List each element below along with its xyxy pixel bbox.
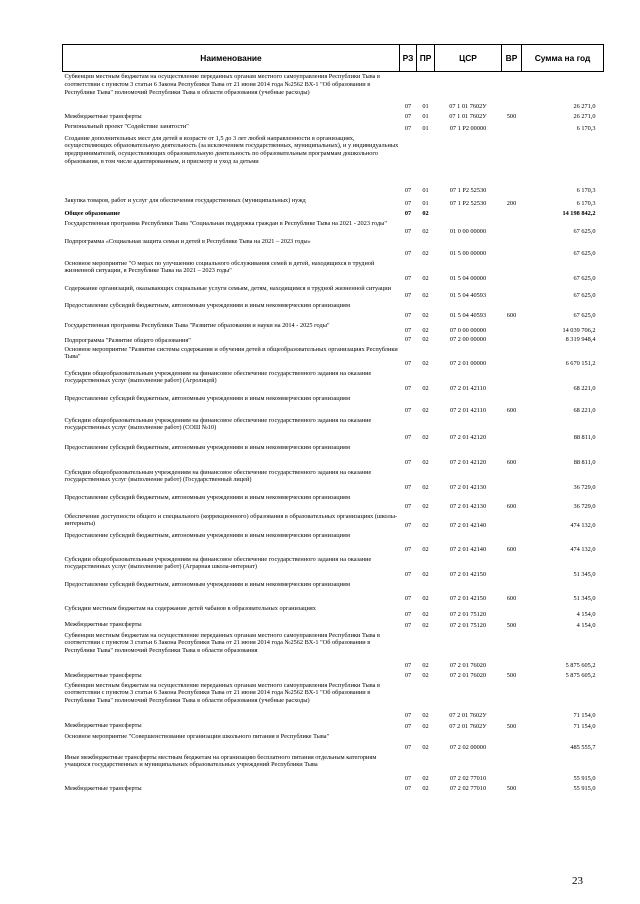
row-pr: 02 <box>422 249 429 257</box>
table-row <box>63 681 604 721</box>
row-name: Закупка товаров, работ и услуг для обеспечения государственных (муниципальных) нужд <box>64 196 306 204</box>
row-name: Общее образование <box>64 209 121 217</box>
table-row <box>63 732 604 753</box>
row-sum: 88 811,0 <box>573 433 596 441</box>
row-sum: 26 271,0 <box>573 112 596 120</box>
table-row <box>63 443 604 468</box>
header-name: Наименование <box>63 45 400 72</box>
table-row <box>63 604 604 620</box>
row-sum: 26 271,0 <box>573 102 596 110</box>
row-rz: 07 <box>404 209 412 217</box>
row-sum: 36 729,0 <box>573 483 596 491</box>
table-row <box>63 784 604 794</box>
row-vr: 600 <box>506 406 517 414</box>
table-row <box>63 122 604 134</box>
table-row <box>63 753 604 784</box>
row-name: Создание дополнительных мест для детей в возрасте от 1,5 до 3 лет любой направленности в организациях, осуществляющих образовательную деятельность (за исключением государственных, муниципальных), и у индивидуальных предпринимателей, осуществляющих образовательную деятельность по образовательным программам дошкольного образования, в том числе адаптированным, и присмотр и уход за детьми <box>64 134 399 166</box>
row-rz: 07 <box>404 274 412 282</box>
row-pr: 01 <box>422 112 429 120</box>
row-vr <box>502 219 522 237</box>
row-vr: 500 <box>506 112 517 120</box>
table-row <box>63 112 604 122</box>
page-number: 23 <box>572 875 583 887</box>
row-csr: 07 1 01 7602У <box>449 112 487 120</box>
row-vr <box>502 555 522 580</box>
row-rz: 07 <box>404 384 412 392</box>
row-rz: 07 <box>404 545 412 553</box>
row-vr <box>502 369 522 394</box>
row-vr <box>502 604 522 620</box>
row-pr: 02 <box>422 227 429 235</box>
row-vr <box>502 122 522 134</box>
row-name: Субсидии общеобразовательным учреждениям на финансовое обеспечение государственного задания на оказание государственных услуг (выполнение работ) (СОШ №10) <box>64 416 372 432</box>
row-csr: 01 5 04 40593 <box>449 291 487 299</box>
row-csr: 07 2 01 42140 <box>449 521 487 529</box>
row-csr: 07 2 01 42130 <box>449 483 487 491</box>
row-sum: 67 625,0 <box>573 249 596 257</box>
table-row <box>63 394 604 416</box>
row-rz: 07 <box>404 521 412 529</box>
table-row <box>63 721 604 732</box>
header-sum: Сумма на год <box>522 45 604 72</box>
row-csr: 01 5 00 00000 <box>449 249 487 257</box>
row-name: Предоставление субсидий бюджетным, автономным учреждениям и иным некоммерческим организациям <box>64 394 350 402</box>
row-pr: 02 <box>422 743 429 751</box>
row-csr: 07 2 01 42130 <box>449 502 487 510</box>
row-pr: 02 <box>422 209 429 217</box>
row-rz: 07 <box>404 671 412 679</box>
row-name: Подпрограмма "Развитие общего образования" <box>64 336 191 344</box>
row-csr: 07 2 01 75120 <box>449 610 487 618</box>
row-rz: 07 <box>404 359 412 367</box>
row-rz: 07 <box>404 784 412 792</box>
row-csr: 07 2 01 7602У <box>449 722 487 730</box>
row-name: Субсидии местным бюджетам на содержание детей чабанов в образовательных организациях <box>64 604 316 612</box>
row-sum: 67 625,0 <box>573 311 596 319</box>
row-vr <box>502 284 522 301</box>
row-rz: 07 <box>404 621 412 629</box>
table-row <box>63 134 604 196</box>
table-row <box>63 555 604 580</box>
row-rz: 07 <box>404 291 412 299</box>
row-name: Предоставление субсидий бюджетным, автономным учреждениям и иным некоммерческим организациям <box>64 301 350 309</box>
row-sum: 4 154,0 <box>576 610 596 618</box>
row-pr: 02 <box>422 521 429 529</box>
row-name: Региональный проект "Содействие занятости" <box>64 122 189 130</box>
row-csr: 07 2 01 00000 <box>449 359 487 367</box>
row-sum: 36 729,0 <box>573 502 596 510</box>
row-rz: 07 <box>404 610 412 618</box>
row-csr: 07 2 01 76020 <box>449 671 487 679</box>
row-name: Межбюджетные трансферты <box>64 671 142 679</box>
row-pr: 02 <box>422 570 429 578</box>
row-csr: 07 2 01 42150 <box>449 570 487 578</box>
row-sum: 6 170,3 <box>576 186 596 194</box>
table-row <box>63 580 604 604</box>
row-sum: 6 170,3 <box>576 199 596 207</box>
row-name: Субвенции местным бюджетам на осуществление переданных органам местного самоуправления Республики Тыва в соответствии с пунктом 3 статьи 6 Закона Республики Тыва от 21 июня 2014 года №2562 ВХ-1 "Об образовании в Республике Тыва" полномочий Республики Тыва в области образования <box>64 631 380 655</box>
row-rz: 07 <box>404 249 412 257</box>
row-csr: 07 1 01 7602У <box>449 102 487 110</box>
row-name: Подпрограмма «Социальная защита семьи и детей в Республике Тыва на 2021 – 2023 годы» <box>64 237 311 245</box>
row-csr: 07 2 01 7602У <box>449 711 487 719</box>
row-pr: 02 <box>422 483 429 491</box>
row-pr: 02 <box>422 545 429 553</box>
row-csr: 01 5 04 40593 <box>449 311 487 319</box>
header-csr: ЦСР <box>435 45 502 72</box>
row-name: Основное мероприятие "О мерах по улучшению социального обслуживания семей и детей, находящихся в трудной жизненной ситуации, в Республике Тыва на 2021 – 2023 годы" <box>64 259 375 275</box>
table-row <box>63 219 604 237</box>
row-sum: 68 221,0 <box>573 406 596 414</box>
row-vr <box>502 416 522 443</box>
row-csr: 01 5 04 00000 <box>449 274 487 282</box>
row-pr: 02 <box>422 671 429 679</box>
row-sum: 474 132,0 <box>570 545 596 553</box>
table-row <box>63 620 604 631</box>
table-body <box>63 72 604 794</box>
row-sum: 88 811,0 <box>573 458 596 466</box>
row-name: Предоставление субсидий бюджетным, автономным учреждениям и иным некоммерческим организациям <box>64 443 350 451</box>
row-sum: 55 915,0 <box>573 774 596 782</box>
row-csr: 07 2 01 42150 <box>449 594 487 602</box>
row-sum: 68 221,0 <box>573 384 596 392</box>
row-csr: 07 2 01 42120 <box>449 433 487 441</box>
row-sum: 51 345,0 <box>573 594 596 602</box>
table-header-row <box>63 45 604 72</box>
row-rz: 07 <box>404 433 412 441</box>
row-sum: 474 132,0 <box>570 521 596 529</box>
row-csr <box>435 209 502 219</box>
row-sum: 55 915,0 <box>573 784 596 792</box>
row-rz: 07 <box>404 483 412 491</box>
row-rz: 07 <box>404 326 412 334</box>
row-rz: 07 <box>404 124 412 132</box>
row-pr: 02 <box>422 458 429 466</box>
row-vr <box>502 631 522 671</box>
row-name: Субсидии общеобразовательным учреждениям на финансовое обеспечение государственного задания на оказание государственных услуг (выполнение работ) (Государственный лицей) <box>64 468 372 484</box>
row-rz: 07 <box>404 102 412 110</box>
budget-table <box>62 44 604 794</box>
row-sum: 67 625,0 <box>573 227 596 235</box>
row-name: Предоставление субсидий бюджетным, автономным учреждениям и иным некоммерческим организациям <box>64 531 350 539</box>
row-pr: 02 <box>422 784 429 792</box>
row-sum: 67 625,0 <box>573 291 596 299</box>
row-vr: 600 <box>506 545 517 553</box>
row-vr <box>502 732 522 753</box>
header-pr: ПР <box>417 45 435 72</box>
row-vr: 200 <box>506 199 517 207</box>
row-name: Иные межбюджетные трансферты местным бюджетам на организацию бесплатного питания отдельным категориям учащихся государственных и муниципальных образовательных учреждений Республики Тыва <box>64 753 377 769</box>
row-pr: 02 <box>422 722 429 730</box>
row-pr: 01 <box>422 199 429 207</box>
row-rz: 07 <box>404 722 412 730</box>
row-name: Государственная программа Республики Тыва "Социальная поддержка граждан в Республике Тыва на 2021 - 2023 годы" <box>64 219 387 227</box>
row-vr: 500 <box>506 784 517 792</box>
row-vr: 600 <box>506 594 517 602</box>
table-row <box>63 209 604 219</box>
row-rz: 07 <box>404 406 412 414</box>
table-row <box>63 321 604 336</box>
table-row <box>63 259 604 284</box>
row-pr: 02 <box>422 610 429 618</box>
row-name: Основное мероприятие "Развитие системы содержания и обучения детей в общеобразовательных организациях Республики Тыва" <box>64 345 398 361</box>
row-csr: 07 2 01 42120 <box>449 458 487 466</box>
row-csr: 07 2 01 42140 <box>449 545 487 553</box>
row-sum: 4 154,0 <box>576 621 596 629</box>
row-pr: 01 <box>422 124 429 132</box>
row-pr: 01 <box>422 102 429 110</box>
row-csr: 01 0 00 00000 <box>449 227 487 235</box>
row-pr: 02 <box>422 711 429 719</box>
table-row <box>63 345 604 369</box>
row-csr: 07 2 02 77010 <box>449 784 487 792</box>
row-pr: 02 <box>422 311 429 319</box>
row-csr: 07 2 02 00000 <box>449 743 487 751</box>
row-rz: 07 <box>404 199 412 207</box>
row-rz: 07 <box>404 661 412 669</box>
row-sum: 14 039 706,2 <box>562 326 596 334</box>
row-rz: 07 <box>404 186 412 194</box>
row-vr <box>502 753 522 784</box>
row-csr: 07 2 01 75120 <box>449 621 487 629</box>
row-name: Межбюджетные трансферты <box>64 112 142 120</box>
row-sum: 67 625,0 <box>573 274 596 282</box>
row-vr <box>502 345 522 369</box>
table-row <box>63 493 604 512</box>
row-vr <box>502 512 522 531</box>
row-pr: 02 <box>422 274 429 282</box>
table-row <box>63 237 604 259</box>
row-pr: 02 <box>422 291 429 299</box>
row-name: Основное мероприятие "Совершенствование организации школьного питания в Республике Тыва" <box>64 732 330 740</box>
row-csr: 07 2 01 76020 <box>449 661 487 669</box>
row-vr: 600 <box>506 502 517 510</box>
row-csr: 07 2 01 42110 <box>450 406 486 414</box>
row-name: Предоставление субсидий бюджетным, автономным учреждениям и иным некоммерческим организациям <box>64 580 350 588</box>
row-sum: 71 154,0 <box>573 722 596 730</box>
row-sum: 485 555,7 <box>570 743 596 751</box>
header-rz: РЗ <box>400 45 417 72</box>
row-pr: 02 <box>422 661 429 669</box>
row-sum: 51 345,0 <box>573 570 596 578</box>
row-name: Субвенции местным бюджетам на осуществление переданных органам местного самоуправления Республики Тыва в соответствии с пунктом 3 статьи 6 Закона Республики Тыва от 21 июня 2014 года №2562 ВХ-1 "Об образовании в Республике Тыва" полномочий Республики Тыва в области образования (учебные расходы) <box>64 681 380 705</box>
row-sum: 14 198 842,2 <box>562 209 596 217</box>
row-vr <box>502 681 522 721</box>
row-vr <box>502 259 522 284</box>
row-pr: 02 <box>422 335 429 343</box>
row-name: Государственная программа Республики Тыва "Развитие образования и науки на 2014 - 2025 годы" <box>64 321 330 329</box>
row-pr: 02 <box>422 406 429 414</box>
row-sum: 8 319 948,4 <box>565 335 596 343</box>
row-rz: 07 <box>404 774 412 782</box>
table-row <box>63 416 604 443</box>
row-csr: 07 2 01 42110 <box>450 384 486 392</box>
row-rz: 07 <box>404 112 412 120</box>
row-sum: 71 154,0 <box>573 711 596 719</box>
row-csr: 07 1 Р2 00000 <box>449 124 487 132</box>
row-rz: 07 <box>404 502 412 510</box>
row-csr: 07 2 02 77010 <box>449 774 487 782</box>
header-vr: ВР <box>502 45 522 72</box>
row-rz: 07 <box>404 227 412 235</box>
row-name: Субсидии общеобразовательным учреждениям на финансовое обеспечение государственного задания на оказание государственных услуг (выполнение работ) (Аграрная школа-интернат) <box>64 555 372 571</box>
row-pr: 02 <box>422 621 429 629</box>
row-pr: 02 <box>422 384 429 392</box>
row-name: Межбюджетные трансферты <box>64 721 142 729</box>
table-row <box>63 631 604 671</box>
row-vr <box>502 237 522 259</box>
row-pr: 02 <box>422 433 429 441</box>
row-name: Межбюджетные трансферты <box>64 620 142 628</box>
row-vr: 500 <box>506 722 517 730</box>
row-vr: 500 <box>506 621 517 629</box>
row-name: Субвенции местным бюджетам на осуществление переданных органам местного самоуправления Республики Тыва в соответствии с пунктом 3 статьи 6 Закона Республики Тыва от 21 июня 2014 года №2562 ВХ-1 "Об образовании в Республике Тыва" полномочий Республики Тыва в области образования (учебные расходы) <box>64 73 380 96</box>
row-name: Обеспечение доступности общего и специального (коррекционного) образования в образовательных организациях (школы-интернаты) <box>64 512 398 528</box>
table-row <box>63 671 604 681</box>
table-row <box>63 531 604 555</box>
table-row <box>63 284 604 301</box>
row-pr: 01 <box>422 186 429 194</box>
row-csr: 07 0 00 00000 <box>449 326 487 334</box>
row-csr: 07 1 Р2 52530 <box>449 199 487 207</box>
row-pr: 02 <box>422 594 429 602</box>
row-rz: 07 <box>404 743 412 751</box>
row-sum: 5 875 605,2 <box>565 661 596 669</box>
row-pr: 02 <box>422 326 429 334</box>
row-rz: 07 <box>404 594 412 602</box>
row-csr: 07 1 Р2 52530 <box>449 186 487 194</box>
row-rz: 07 <box>404 570 412 578</box>
row-vr <box>502 468 522 493</box>
row-vr <box>502 134 522 196</box>
row-vr: 600 <box>506 458 517 466</box>
table-row <box>63 301 604 321</box>
row-vr: 500 <box>506 671 517 679</box>
row-vr: 600 <box>506 311 517 319</box>
row-sum: 6 670 151,2 <box>565 359 596 367</box>
row-name: Субсидии общеобразовательным учреждениям на финансовое обеспечение государственного задания на оказание государственных услуг (выполнение работ) (Агролицей) <box>64 369 372 385</box>
table-row <box>63 369 604 394</box>
row-rz: 07 <box>404 458 412 466</box>
row-rz: 07 <box>404 311 412 319</box>
row-vr <box>502 321 522 336</box>
row-vr <box>502 72 522 112</box>
row-pr: 02 <box>422 359 429 367</box>
table-row <box>63 196 604 209</box>
row-csr: 07 2 00 00000 <box>449 335 487 343</box>
row-name: Предоставление субсидий бюджетным, автономным учреждениям и иным некоммерческим организациям <box>64 493 350 501</box>
table-row <box>63 468 604 493</box>
row-vr <box>502 336 522 345</box>
row-name: Содержание организаций, оказывающих социальные услуги семьям, детям, находящимся в трудной жизненной ситуации <box>64 284 391 292</box>
row-pr: 02 <box>422 502 429 510</box>
row-pr: 02 <box>422 774 429 782</box>
table-row <box>63 512 604 531</box>
row-vr <box>502 209 522 219</box>
row-sum: 6 170,3 <box>576 124 596 132</box>
row-name: Межбюджетные трансферты <box>64 784 142 792</box>
row-rz: 07 <box>404 711 412 719</box>
row-sum: 5 875 605,2 <box>565 671 596 679</box>
row-rz: 07 <box>404 335 412 343</box>
table-row <box>63 336 604 345</box>
budget-table-sheet <box>62 44 603 794</box>
table-row <box>63 72 604 112</box>
